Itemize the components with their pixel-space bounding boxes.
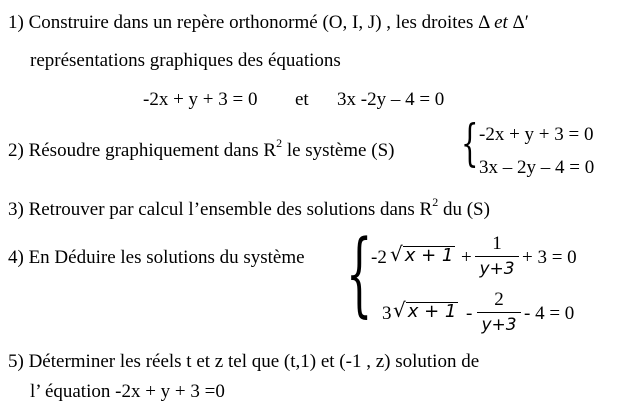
q4-l2-num: 2 (494, 289, 504, 310)
q1-eq1: -2x + y + 3 = 0 (143, 89, 258, 110)
q4-brace: { (346, 220, 373, 327)
q4-l2-fraction (477, 290, 521, 335)
q4-l2-sqrt (393, 300, 458, 321)
q3-sup: 2 (432, 195, 439, 209)
q4-text: 4) En Déduire les solutions du système (8, 247, 305, 268)
q3-text: 3) Retrouver par calcul l’ensemble des solutions dans R (8, 199, 433, 220)
q5-line2: l’ équation -2x + y + 3 =0 (30, 381, 225, 402)
q4-l1-den: y+3 (479, 259, 515, 279)
q4-l1-fraction (475, 234, 519, 279)
delta-symbol: Δ (478, 12, 490, 33)
q4-l2-minus: - (466, 303, 473, 324)
q4-l1-radicand: x + 1 (404, 245, 454, 266)
q4-l2-den: y+3 (481, 315, 517, 335)
q2-sys-line2: 3x – 2y – 4 = 0 (479, 157, 595, 178)
q3-text-after: du (S) (438, 199, 490, 220)
q4-l2-end: - 4 = 0 (524, 303, 575, 324)
q1-eq2: 3x -2y – 4 = 0 (337, 89, 445, 110)
fraction-bar (477, 312, 521, 313)
q4-l2-coef: 3 (382, 303, 392, 324)
q1-text: 1) Construire dans un repère orthonormé (O, I, J) , les droites (8, 12, 479, 33)
fraction-bar (475, 256, 519, 257)
q4-l1-plus: + (461, 247, 472, 268)
q2-sys-line1: -2x + y + 3 = 0 (479, 124, 594, 145)
sqrt-symbol: √ (390, 242, 403, 266)
delta-prime-symbol: Δ′ (512, 12, 529, 33)
q2-text-after: le système (S) (282, 140, 395, 161)
et-word: et (494, 12, 508, 33)
q1-et: et (295, 89, 309, 110)
q4-l1-coef: -2 (371, 247, 387, 268)
q1-line1 (8, 13, 529, 32)
q3-line (8, 195, 490, 220)
q2-brace: { (461, 114, 479, 172)
q2-sup: 2 (276, 136, 283, 150)
q4-l2-radicand: x + 1 (407, 301, 457, 322)
q5-line1: 5) Déterminer les réels t et z tel que (t,1) et (-1 , z) solution de (8, 351, 480, 372)
q4-l1-num: 1 (492, 233, 502, 254)
q2-text: 2) Résoudre graphiquement dans R (8, 140, 277, 161)
q4-l1-end: + 3 = 0 (522, 247, 577, 268)
sqrt-symbol: √ (393, 298, 406, 322)
q4-l1-sqrt (390, 244, 455, 265)
q1-line2: représentations graphiques des équations (30, 50, 341, 71)
q2-line (8, 136, 395, 161)
